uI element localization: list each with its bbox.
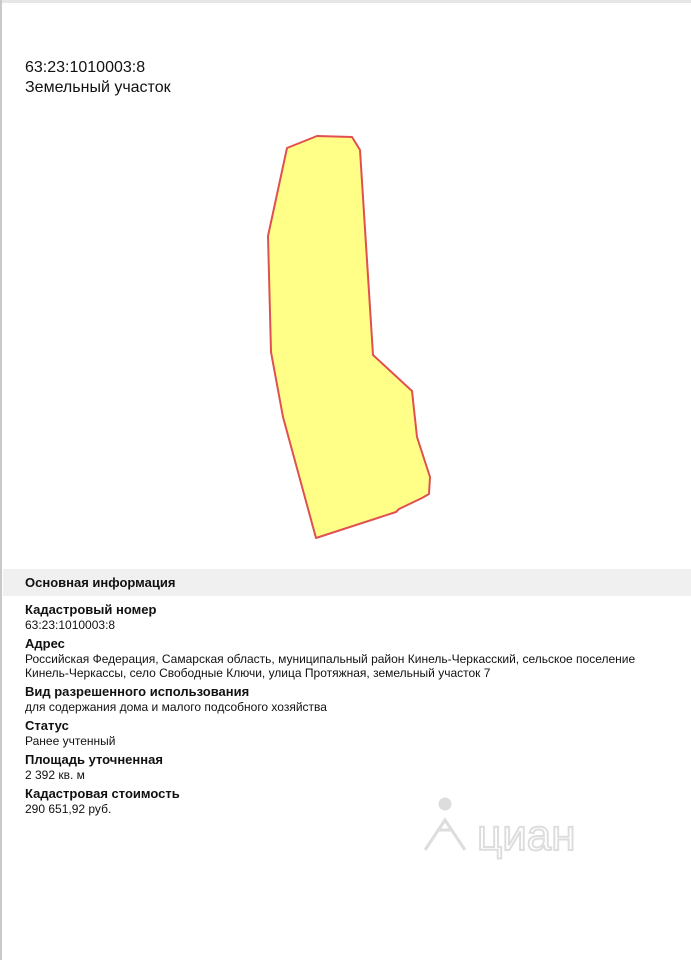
watermark-text: циан [477,811,576,860]
field-status [25,718,665,748]
field-cadastral-number [25,602,665,632]
section-title: Основная информация [25,575,176,590]
field-value: для содержания дома и малого подсобного хозяйства [25,700,327,714]
field-value: Российская Федерация, Самарская область, муниципальный район Кинель-Черкасский, сельское поселение Кинель-Черкассы, село Свободные Ключи, улица Протяжная, земельный участок 7 [25,652,636,680]
field-label: Статус [25,718,69,733]
field-value: 63:23:1010003:8 [25,618,116,632]
field-label: Кадастровый номер [25,602,157,617]
field-value: 2 392 кв. м [25,768,85,782]
info-fields [25,602,665,820]
section-header [3,569,691,596]
field-value: 290 651,92 руб. [25,802,112,816]
land-plot-polygon [268,136,430,538]
cian-watermark [415,790,615,860]
cian-logo-icon [425,799,465,850]
field-address [25,636,665,680]
object-type-title: Земельный участок [25,79,171,96]
field-value: Ранее учтенный [25,734,116,748]
field-label: Адрес [25,636,65,651]
field-label: Вид разрешенного использования [25,684,250,699]
cadastral-number-title: 63:23:1010003:8 [25,59,146,76]
field-label: Площадь уточненная [25,752,163,767]
field-permitted-use [25,684,665,714]
field-area [25,752,665,782]
field-label: Кадастровая стоимость [25,786,180,801]
